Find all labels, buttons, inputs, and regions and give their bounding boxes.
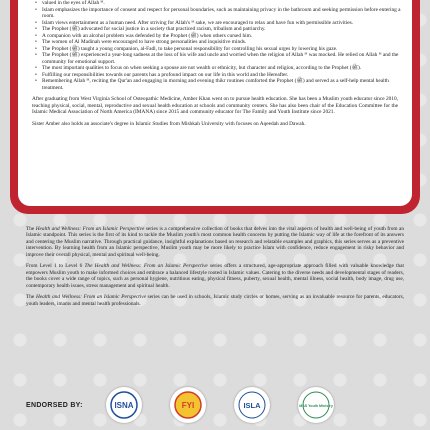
list-item: • The Prophet (ﷺ) advocated for social justice in a society that practiced racism, tribalism and patriarchy. (42, 26, 404, 33)
list-item: • The women of Al Madinah were encouraged to have strong personalities and inquisitive minds. (42, 39, 404, 46)
endorsements (18, 385, 412, 425)
list-item: • Remembering Allah ᴹ, reciting the Qur'an and engaging in morning and evening thikr routines comforted the Prophet (ﷺ) and served as a self-help mental health treatment. (42, 78, 404, 91)
series-description (18, 226, 412, 312)
key-points-list (26, 0, 404, 91)
isla-logo-text: ISLA (243, 401, 261, 410)
endorsed-by-label: ENDORSED BY: (26, 401, 83, 409)
isna-logo-text: ISNA (114, 401, 134, 410)
list-item: • Islam views entertainment as a human need. After striving for Allah's ᴹ sake, we are encouraged to relax and have fun with permissible activities. (42, 20, 404, 27)
content-card (18, 0, 412, 206)
author-degree: Sister Amber also holds an associate's degree in Islamic Studies from Mishkah University with focuses on Aqeedah and Dawah. (32, 120, 306, 127)
author-bio: After graduating from West Virginia School of Osteopathic Medicine, Amber Khan went on to pursue health education. She has been a Muslim youth educator since 2010, teaching physical, social, mental, reproductive and sexual health education at schools and community centers. She has also been chair of the Education Committee for the Islamic Medical Association of North America (IMANA) since 2015 and community educator for The Family and Youth Institute since 2021. (32, 96, 398, 115)
mas-youth-logo (298, 387, 334, 423)
mas-logo-text: MAS Youth Ministry (299, 404, 333, 408)
isna-logo (106, 387, 142, 423)
list-item: • The Prophet (ﷺ) taught a young companion, al-Fadl, to take personal responsibility for controlling his sexual urges by lowering his gaze. (42, 46, 404, 53)
list-item: • valued in the eyes of Allah ᴹ. (42, 0, 404, 7)
description-paragraph-3: The Health and Wellness: From an Islamic Perspective series can be used in schools, Islamic study circles or homes, serving as an invaluable resource for parents, educators, youth leaders, imams and mental health professionals. (26, 294, 405, 307)
series-title: Health and Wellness: From an Islamic Perspective (94, 263, 208, 270)
list-item: • Islam emphasizes the importance of consent and respect for personal boundaries, such as maintaining privacy in the bathroom and seeking permission before entering a room. (42, 7, 404, 20)
list-item: • A companion with an alcohol problem was defended by the Prophet (ﷺ) when others cursed him. (42, 33, 404, 40)
list-item: • Fulfilling our responsibilities towards our parents has a profound impact on our life in this world and the Hereafter. (42, 72, 404, 79)
list-item: • The Prophet (ﷺ) experienced a year-long sadness at the loss of his wife and uncle and worried when the religion of Allah ᴹ was mocked. He relied on Allah ᴹ and the community for emotional support. (42, 52, 404, 65)
description-paragraph-2: From Level 1 to Level 6 The Health and Wellness: From an Islamic Perspective series offers a structured, age-appropriate approach filled with valuable knowledge that empowers Muslim youth to make informed choices and embrace a balanced lifestyle rooted in Islamic values. Catering to the diverse needs and developmental stages of readers, the books cover a wide range of topics, such as personal hygiene, nutritious eating, physical fitness, puberty, sexual health, mental illness, social health, body image, drug use, contemporary health issues, stress management and spiritual health. (26, 263, 404, 289)
series-title: Health and Wellness: From an Islamic Perspective (35, 226, 145, 232)
fyi-logo-text: FYI (181, 401, 195, 410)
list-item: • The most important qualities to focus on when seeking a spouse are not wealth or ethnicity, but character and religion, according to the Prophet (ﷺ). (42, 65, 404, 72)
series-title: Health and Wellness: From an Islamic Perspective (35, 294, 146, 301)
description-paragraph-1: The Health and Wellness: From an Islamic Perspective series is a comprehensive collection of books that delves into the vital aspects of health and well-being of youth from an Islamic standpoint. This series is the first of its kind to tackle the Muslim youth's most common health concerns by putting the Islamic way of life at the forefront of its answers and centering the Muslim narrative. Through practical guidance, insightful explanations based on research and relatable examples and graphics, this series serves as a preventive intervention. By learning health from an Islamic perspective, Muslim youth may be more likely to practice Islam with confidence, reduce engagement in risky behavior and improve their overall physical, mental and spiritual well-being. (26, 226, 404, 258)
fyi-logo (170, 387, 206, 423)
isla-logo (234, 387, 270, 423)
